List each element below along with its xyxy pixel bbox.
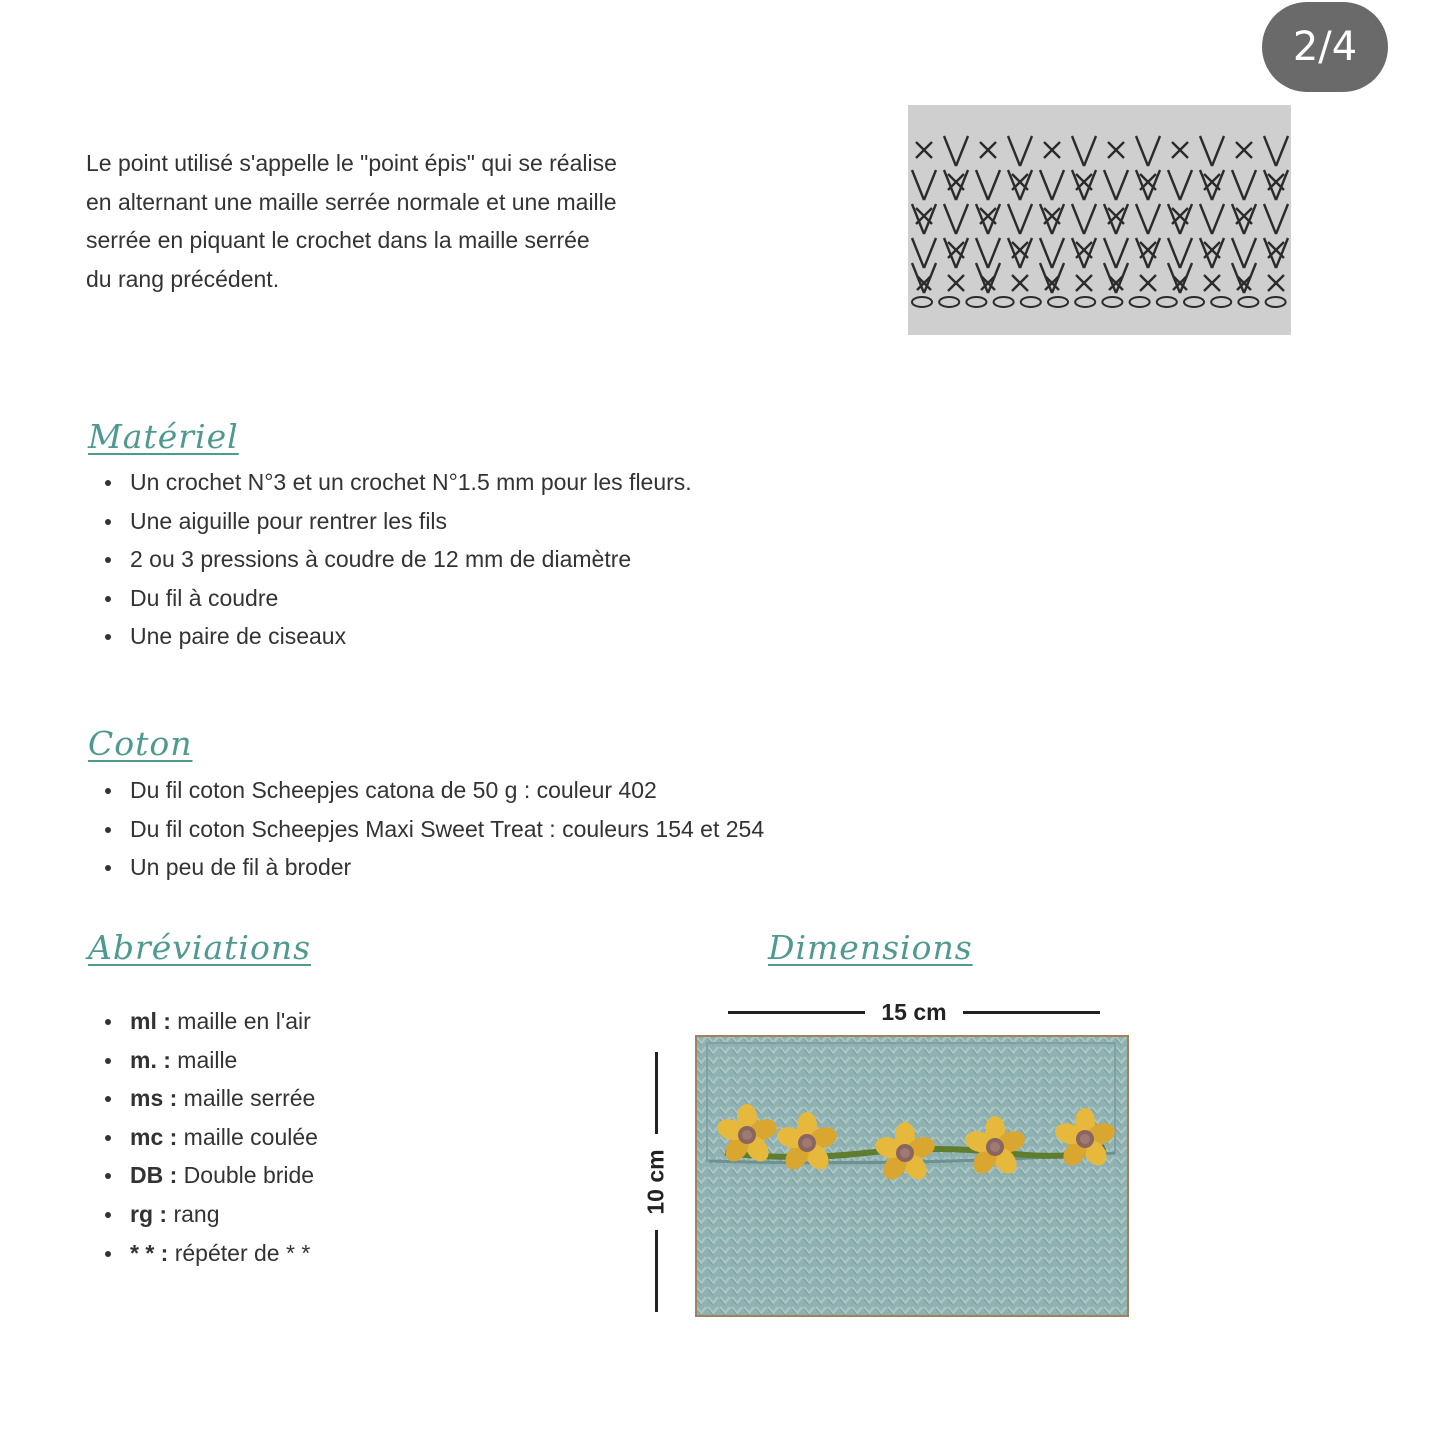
stitch-symbol (912, 204, 936, 234)
stitch-symbol (1136, 170, 1160, 200)
intro-text (86, 144, 726, 299)
materiel-heading: Matériel (88, 417, 239, 456)
stitch-symbol (948, 275, 964, 291)
abbr-key: * * : (130, 1239, 169, 1266)
list-item (86, 1079, 318, 1118)
stitch-symbol (1040, 170, 1064, 200)
dimension-line (728, 1011, 865, 1014)
abbr-text: rang (167, 1200, 220, 1227)
list-item (86, 1118, 318, 1157)
stitch-symbol (976, 204, 1000, 234)
stitch-symbol (1264, 238, 1288, 268)
list-item (86, 1195, 318, 1234)
stitch-diagram-svg (908, 105, 1291, 335)
chain-stitch-symbol (1238, 297, 1258, 307)
intro-line: en alternant une maille serrée normale et une maille (86, 188, 617, 215)
stitch-symbol (916, 142, 932, 158)
intro-line: serrée en piquant le crochet dans la maille serrée (86, 227, 590, 254)
chain-stitch-symbol (912, 297, 932, 307)
stitch-symbol (1104, 204, 1128, 234)
width-dimension (728, 996, 1100, 1028)
list-item (86, 1002, 318, 1041)
stitch-symbol (1008, 136, 1032, 166)
list-item: Du fil à coudre (86, 579, 692, 618)
stitch-symbol (944, 238, 968, 268)
list-item: Une aiguille pour rentrer les fils (86, 502, 692, 541)
chain-stitch-symbol (939, 297, 959, 307)
coton-list (86, 771, 764, 887)
chain-stitch-symbol (1266, 297, 1286, 307)
chain-stitch-symbol (1157, 297, 1177, 307)
stitch-symbol (1044, 142, 1060, 158)
stitch-symbol (1172, 142, 1188, 158)
stitch-symbol (1108, 142, 1124, 158)
stitch-symbol (976, 238, 1000, 268)
chain-stitch-symbol (1184, 297, 1204, 307)
stitch-symbol (1168, 238, 1192, 268)
abbr-key: ml : (130, 1008, 171, 1034)
list-item (86, 1041, 318, 1080)
abbr-text: maille coulée (177, 1123, 318, 1150)
stitch-symbol (1012, 275, 1028, 291)
list-item: Un peu de fil à broder (86, 848, 764, 887)
stitch-symbol (1264, 204, 1288, 234)
stitch-symbol (1136, 238, 1160, 268)
stitch-symbol (1072, 204, 1096, 234)
dimension-line (655, 1230, 658, 1312)
height-dimension (640, 1052, 672, 1312)
pouch-photo (695, 1035, 1129, 1317)
stitch-symbol (976, 170, 1000, 200)
abbr-text: maille serrée (177, 1085, 316, 1112)
chain-stitch-symbol (1021, 297, 1041, 307)
stitch-symbol (944, 170, 968, 200)
stitch-symbol (1264, 136, 1288, 166)
height-label: 10 cm (642, 1149, 669, 1215)
stitch-symbol (1008, 204, 1032, 234)
abbr-text: maille (170, 1046, 238, 1073)
list-item (86, 1234, 318, 1273)
stitch-symbol (1200, 136, 1224, 166)
stitch-symbol (912, 238, 936, 268)
chain-stitch-symbol (1102, 297, 1122, 307)
dimension-line (655, 1052, 658, 1134)
stitch-symbol (944, 136, 968, 166)
stitch-symbol (1136, 136, 1160, 166)
stitch-symbol (1008, 170, 1032, 200)
list-item: Un crochet N°3 et un crochet N°1.5 mm pour les fleurs. (86, 463, 692, 502)
stitch-symbol (1264, 170, 1288, 200)
dimensions-heading: Dimensions (768, 928, 973, 967)
stitch-symbol (1076, 275, 1092, 291)
chain-stitch-symbol (966, 297, 986, 307)
stitch-symbol (1072, 170, 1096, 200)
stitch-symbol (1168, 204, 1192, 234)
abreviations-heading: Abréviations (88, 928, 312, 967)
abbr-key: DB : (130, 1162, 178, 1189)
coton-heading: Coton (88, 724, 193, 763)
width-label: 15 cm (881, 998, 947, 1025)
stitch-symbol (1200, 170, 1224, 200)
stitch-symbol (912, 170, 936, 200)
stitch-symbol (1232, 238, 1256, 268)
stitch-symbol (1136, 204, 1160, 234)
abbr-text: maille en l'air (170, 1008, 311, 1034)
stitch-symbol (1236, 142, 1252, 158)
abbr-text: Double bride (177, 1162, 315, 1189)
stitch-symbol (1232, 170, 1256, 200)
materiel-list (86, 463, 692, 656)
stitch-symbol (1268, 275, 1284, 291)
list-item: Du fil coton Scheepjes Maxi Sweet Treat : couleurs 154 et 254 (86, 810, 764, 849)
chain-stitch-symbol (1075, 297, 1095, 307)
chain-stitch-symbol (994, 297, 1014, 307)
chain-stitch-symbol (1211, 297, 1231, 307)
dimension-line (963, 1011, 1100, 1014)
stitch-symbol (1200, 238, 1224, 268)
list-item (86, 1156, 318, 1195)
stitch-symbol (1040, 204, 1064, 234)
list-item: Une paire de ciseaux (86, 617, 692, 656)
page-counter-badge: 2/4 (1262, 2, 1388, 92)
list-item: Du fil coton Scheepjes catona de 50 g : couleur 402 (86, 771, 764, 810)
intro-line: du rang précédent. (86, 266, 280, 293)
list-item: 2 ou 3 pressions à coudre de 12 mm de diamètre (86, 540, 692, 579)
abbr-text: répéter de * * (168, 1239, 311, 1266)
abreviations-list (86, 1002, 318, 1272)
abbr-key: ms : (130, 1085, 178, 1112)
intro-line: Le point utilisé s'appelle le "point épis" qui se réalise (86, 150, 617, 176)
stitch-symbol (1140, 275, 1156, 291)
abbr-key: m. : (130, 1046, 171, 1073)
stitch-symbol (1008, 238, 1032, 268)
stitch-symbol (1104, 238, 1128, 268)
chain-stitch-symbol (1048, 297, 1068, 307)
stitch-symbol (1040, 238, 1064, 268)
stitch-symbol (1200, 204, 1224, 234)
abbr-key: rg : (130, 1200, 168, 1227)
height-label-wrap (640, 1134, 672, 1230)
stitch-symbol (1104, 170, 1128, 200)
stitch-symbol (1232, 204, 1256, 234)
stitch-symbol (1168, 170, 1192, 200)
stitch-symbol (980, 142, 996, 158)
stitch-diagram (908, 105, 1291, 335)
stitch-symbol (944, 204, 968, 234)
pouch-illustration (695, 1035, 1129, 1317)
abbr-key: mc : (130, 1123, 178, 1150)
stitch-symbol (1072, 136, 1096, 166)
stitch-symbol (1072, 238, 1096, 268)
stitch-symbol (1204, 275, 1220, 291)
chain-stitch-symbol (1130, 297, 1150, 307)
